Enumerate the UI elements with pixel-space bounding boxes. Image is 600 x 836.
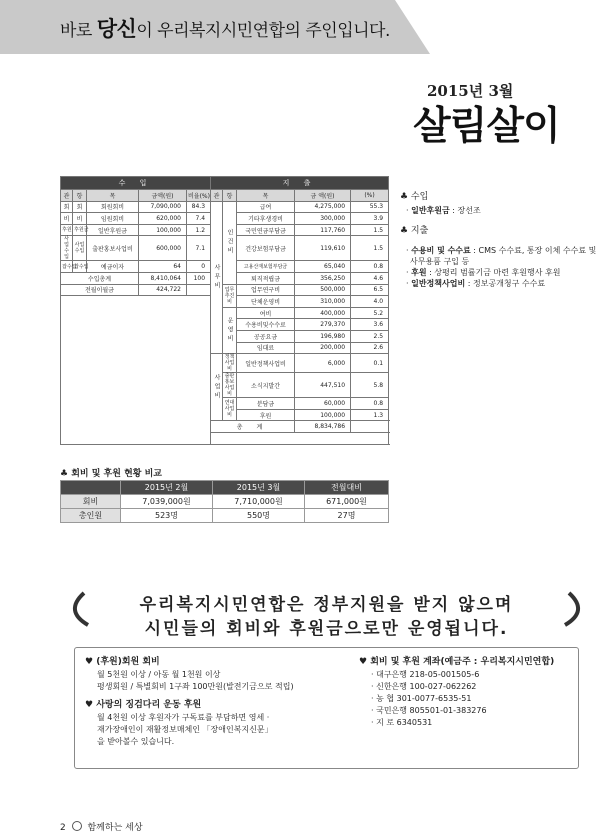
income-notes-heading: ♣ 수입 <box>400 192 429 202</box>
table-row: 회 회 회원회비 7,090,000 84.3 사무비 인건비 급여 4,275,000 55.3 <box>61 201 389 213</box>
table-row: 운영비 여비 400,000 5.2 <box>61 307 389 319</box>
expense-header: 지 출 <box>211 177 389 190</box>
grand-total-row: 총 계 8,834,786 <box>61 421 389 433</box>
expense-gwan-admin: 사무비 <box>211 201 223 354</box>
table-row: 공공요금 196,980 2.5 <box>61 330 389 342</box>
page-footer <box>60 820 143 833</box>
accounts-column <box>359 654 577 729</box>
expense-hang-pr: 출판홍보사업비 <box>223 373 237 398</box>
expense-note: · 일반정책사업비 : 정보공개청구 수수료 <box>406 279 546 288</box>
comparison-heading: ♣ 회비 및 후원 현황 비교 <box>60 469 162 479</box>
table-row: 사업비 정책사업비 일반정책사업비 6,000 0.1 <box>61 354 389 373</box>
table-row: 잡수입 잡수입 예금이자 64 0 고용산재보험부담금 65,040 0.8 <box>61 261 389 273</box>
membership-heading: ♥ (후원)회원 회비 <box>85 657 160 667</box>
account-item: · 대구은행 218-05-001505-6 <box>371 670 480 679</box>
carryover-label: 전월이월금 <box>61 284 139 296</box>
table-row: 전월이월금 424,722 업무추진비 업무연구비 500,000 6.5 <box>61 284 389 296</box>
expense-note: · 수용비 및 수수료 : CMS 수수료, 통장 이체 수수료 및 사무용품 구입 등 <box>406 246 597 266</box>
table-row: 총인원 523명 550명 27명 <box>61 509 389 523</box>
table-row: 회비 7,039,000원 7,710,000원 671,000원 <box>61 495 389 509</box>
page-number: 2 <box>60 823 66 833</box>
expense-hang-operation: 운영비 <box>223 307 237 353</box>
expense-gwan-project: 사업비 <box>211 354 223 421</box>
expense-notes-heading: ♣ 지출 <box>400 226 429 236</box>
income-empty-area <box>61 296 211 444</box>
account-item: · 신한은행 100-027-062262 <box>371 682 477 691</box>
slogan-line-1: 우리복지시민연합은 정부지원을 받지 않으며 <box>139 595 514 615</box>
comparison-header-row: 2015년 2월 2015년 3월 전월대비 <box>61 481 389 495</box>
column-header-row: 관 항 목 금액(원) 비율(%) 관 항 목 금 액(원) (%) <box>61 190 389 202</box>
page-title: 살림살이 <box>413 104 560 149</box>
table-row: 수용비및수수료 279,370 3.6 <box>61 319 389 331</box>
comparison-table <box>60 480 389 523</box>
slogan-line-2: 시민들의 회비와 후원금으로만 운영됩니다. <box>144 619 509 639</box>
table-row: 임대료 200,000 2.6 <box>61 342 389 354</box>
notes-panel <box>400 192 600 289</box>
income-header: 수 입 <box>61 177 211 190</box>
account-item: · 지 로 6340531 <box>371 718 433 727</box>
finance-table <box>60 176 389 445</box>
table-row: 출판홍보사업비 소식지발간 447,510 5.8 <box>61 373 389 398</box>
table-row: 단체운영비 310,000 4.0 <box>61 296 389 308</box>
accounts-heading: ♥ 회비 및 후원 계좌(예금주 : 우리복지시민연합) <box>359 657 555 667</box>
info-box <box>74 647 579 769</box>
account-item: · 농 협 301-0077-6535-51 <box>371 694 472 703</box>
expense-hang-policy: 정책사업비 <box>223 354 237 373</box>
logo-icon <box>72 821 82 831</box>
membership-column: ♥ (후원)회원 회비 월 5천원 이상 / 아동 월 1천원 이상 평생회원 / 특별회비 1구좌 100만원(발전기금으로 적립) ♥ 사랑의 징검다리 운동 후원 월 4천원 이상 후원자가 구독료를 부담하면 영세 · 재가장애인이 재활정보매체인 「장애인복지신문」 을 받아볼수 있습니다. <box>85 654 345 748</box>
table-row: 후원 후원금 일반후원금 100,000 1.2 국민연금부담금 117,760 1.5 <box>61 224 389 236</box>
table-row: 사업수입 사업수입 출판홍보사업비 600,000 7.1 건강보험부담금 119,610 1.5 <box>61 236 389 261</box>
expense-hang-work: 업무추진비 <box>223 284 237 307</box>
expense-note: · 후원 : 상평리 범률기금 마련 후원행사 후원 <box>406 268 561 277</box>
account-item: · 국민은행 805501-01-383276 <box>371 706 487 715</box>
banner-slogan: 바로 당신이 우리복지시민연합의 주인입니다. <box>60 17 390 41</box>
report-period: 2015년 3월 <box>427 82 514 100</box>
income-total-label: 수입총계 <box>61 272 139 284</box>
expense-hang-personnel: 인건비 <box>223 201 237 284</box>
table-row: 수입총계 8,410,064 100 퇴직적립금 356,250 4.6 <box>61 272 389 284</box>
publication-name: 함께하는 세상 <box>87 823 143 833</box>
income-note: · 일반후원금 : 장선조 <box>406 206 481 215</box>
support-info-section <box>60 585 593 781</box>
table-row: 연대사업비 분담금 60,000 0.8 <box>61 398 389 410</box>
table-row: 비 비 임원회비 620,000 7.4 기타후생경비 300,000 3.9 <box>61 213 389 225</box>
expense-hang-solidarity: 연대사업비 <box>223 398 237 421</box>
table-row: 후원 100,000 1.3 <box>61 409 389 421</box>
stepping-stone-heading: ♥ 사랑의 징검다리 운동 후원 <box>85 700 202 710</box>
